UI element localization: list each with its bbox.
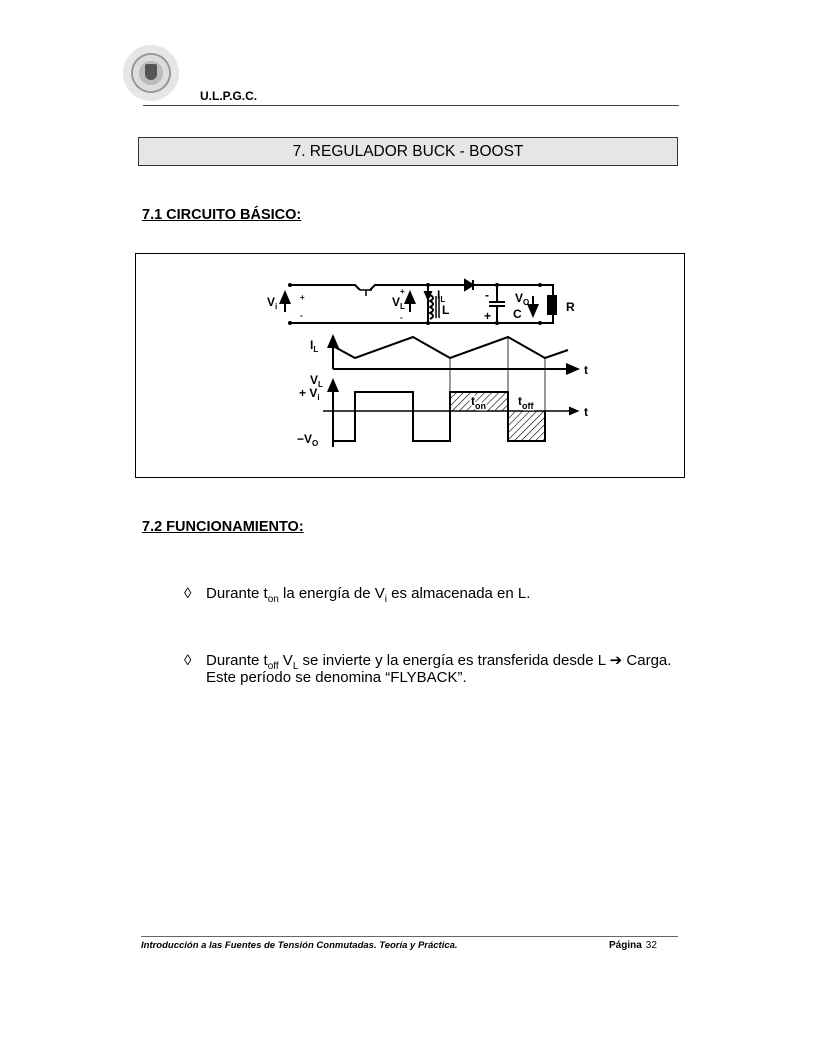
svg-text:+: + xyxy=(400,287,405,296)
resistor xyxy=(548,296,556,314)
diamond-bullet-icon: ◊ xyxy=(184,585,192,602)
footer-title: Introducción a las Fuentes de Tensión Conmutadas. Teoría y Práctica. xyxy=(141,940,458,951)
svg-text:ton: $t_{on}$ xyxy=(471,394,486,411)
vl-waveform-plot xyxy=(323,380,578,447)
il-waveform-plot xyxy=(333,336,578,369)
svg-text:t: t xyxy=(584,363,588,377)
svg-text:+: + xyxy=(484,309,492,323)
footer-rule xyxy=(141,936,678,937)
toff-hatched-area xyxy=(508,411,545,441)
svg-text:-: - xyxy=(300,311,303,320)
svg-text:−VO: $-V_O$ xyxy=(297,432,319,448)
page-number: Página 32 xyxy=(609,940,657,951)
section-heading: 7.1 CIRCUITO BÁSICO: xyxy=(142,207,302,223)
bullet-item: ◊ Durante $t_{off}$ $V_L$ se invierte y la energía es transferida desde L ➔ Carga. xyxy=(184,652,672,672)
institution-name: U.L.P.G.C. xyxy=(200,89,258,103)
svg-text:toff: $t_{off}$ xyxy=(518,394,534,411)
svg-text:VL: $V_L$ xyxy=(310,373,323,389)
svg-text:VL: $V_L$ xyxy=(392,295,405,311)
svg-text:t: t xyxy=(584,405,588,419)
inductor-current-trace xyxy=(333,337,568,358)
inductor-coil xyxy=(430,295,433,319)
section-heading: 7.2 FUNCIONAMIENTO: xyxy=(142,519,304,535)
svg-text:-: - xyxy=(400,313,403,322)
svg-text:IL: $I_L$ xyxy=(437,288,446,304)
svg-text:IL: $I_L$ xyxy=(310,338,319,354)
svg-text:R: R xyxy=(566,300,575,314)
chapter-title: 7. REGULADOR BUCK - BOOST xyxy=(138,137,678,166)
capacitor xyxy=(489,285,505,323)
svg-text:-: - xyxy=(485,288,489,302)
svg-text:+ Vi: + $V_i$ xyxy=(299,386,320,402)
svg-text:Vi: $V_i$ xyxy=(267,295,278,311)
diode xyxy=(465,280,473,290)
bullet-item: ◊ Durante $t_{on}$ la energía de $V_i$ es almacenada en L. xyxy=(184,585,531,605)
svg-text:VO: $V_O$ xyxy=(515,291,530,307)
svg-text:L: L xyxy=(442,303,450,317)
bullet-continuation: Este período se denomina “FLYBACK”. xyxy=(206,669,467,686)
svg-text:+: + xyxy=(300,293,305,302)
svg-text:C: C xyxy=(513,307,522,321)
diamond-bullet-icon: ◊ xyxy=(184,652,192,669)
